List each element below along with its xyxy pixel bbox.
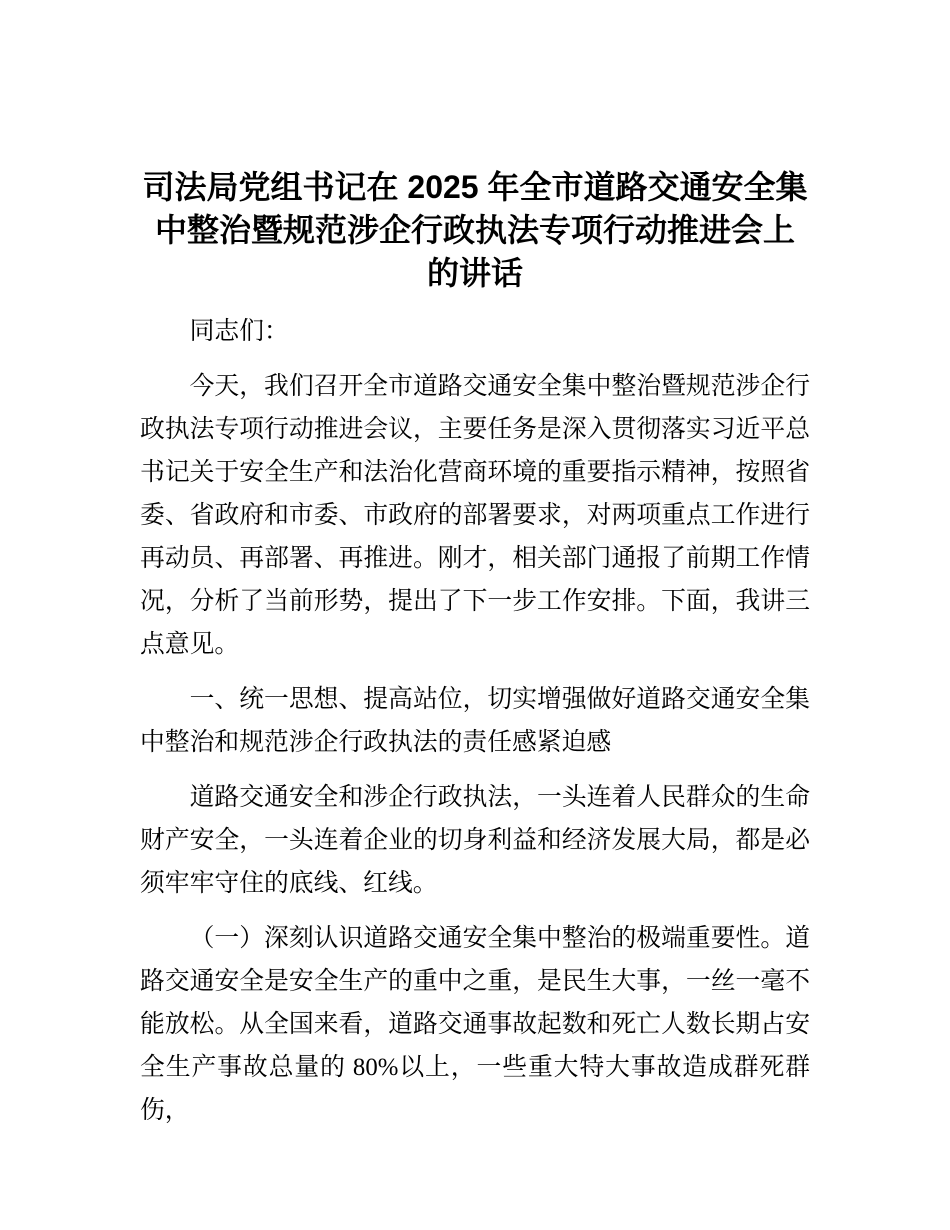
paragraph: （一）深刻认识道路交通安全集中整治的极端重要性。道路交通安全是安全生产的重中之重，是民生大事，一丝一毫不能放松。从全国来看，道路交通事故起数和死亡人数长期占安全生产事故总量的 80%以上，一些重大特大事故造成群死群伤， (140, 925, 810, 1124)
salutation: 同志们： (189, 318, 289, 345)
paragraph: 道路交通安全和涉企行政执法，一头连着人民群众的生命财产安全，一头连着企业的切身利益和经济发展大局，都是必须牢牢守住的底线、红线。 (140, 784, 810, 897)
section-heading: 一、统一思想、提高站位，切实增强做好道路交通安全集中整治和规范涉企行政执法的责任感紧迫感 (140, 686, 810, 756)
document-title: 司法局党组书记在 2025 年全市道路交通安全集中整治暨规范涉企行政执法专项行动推进会上的讲话 (142, 169, 808, 291)
document-body (140, 310, 810, 1132)
paragraph: 今天，我们召开全市道路交通安全集中整治暨规范涉企行政执法专项行动推进会议，主要任务是深入贯彻落实习近平总书记关于安全生产和法治化营商环境的重要指示精神，按照省委、省政府和市委、市政府的部署要求，对两项重点工作进行再动员、再部署、再推进。刚才，相关部门通报了前期工作情况，分析了当前形势，提出了下一步工作安排。下面，我讲三点意见。 (140, 373, 810, 658)
